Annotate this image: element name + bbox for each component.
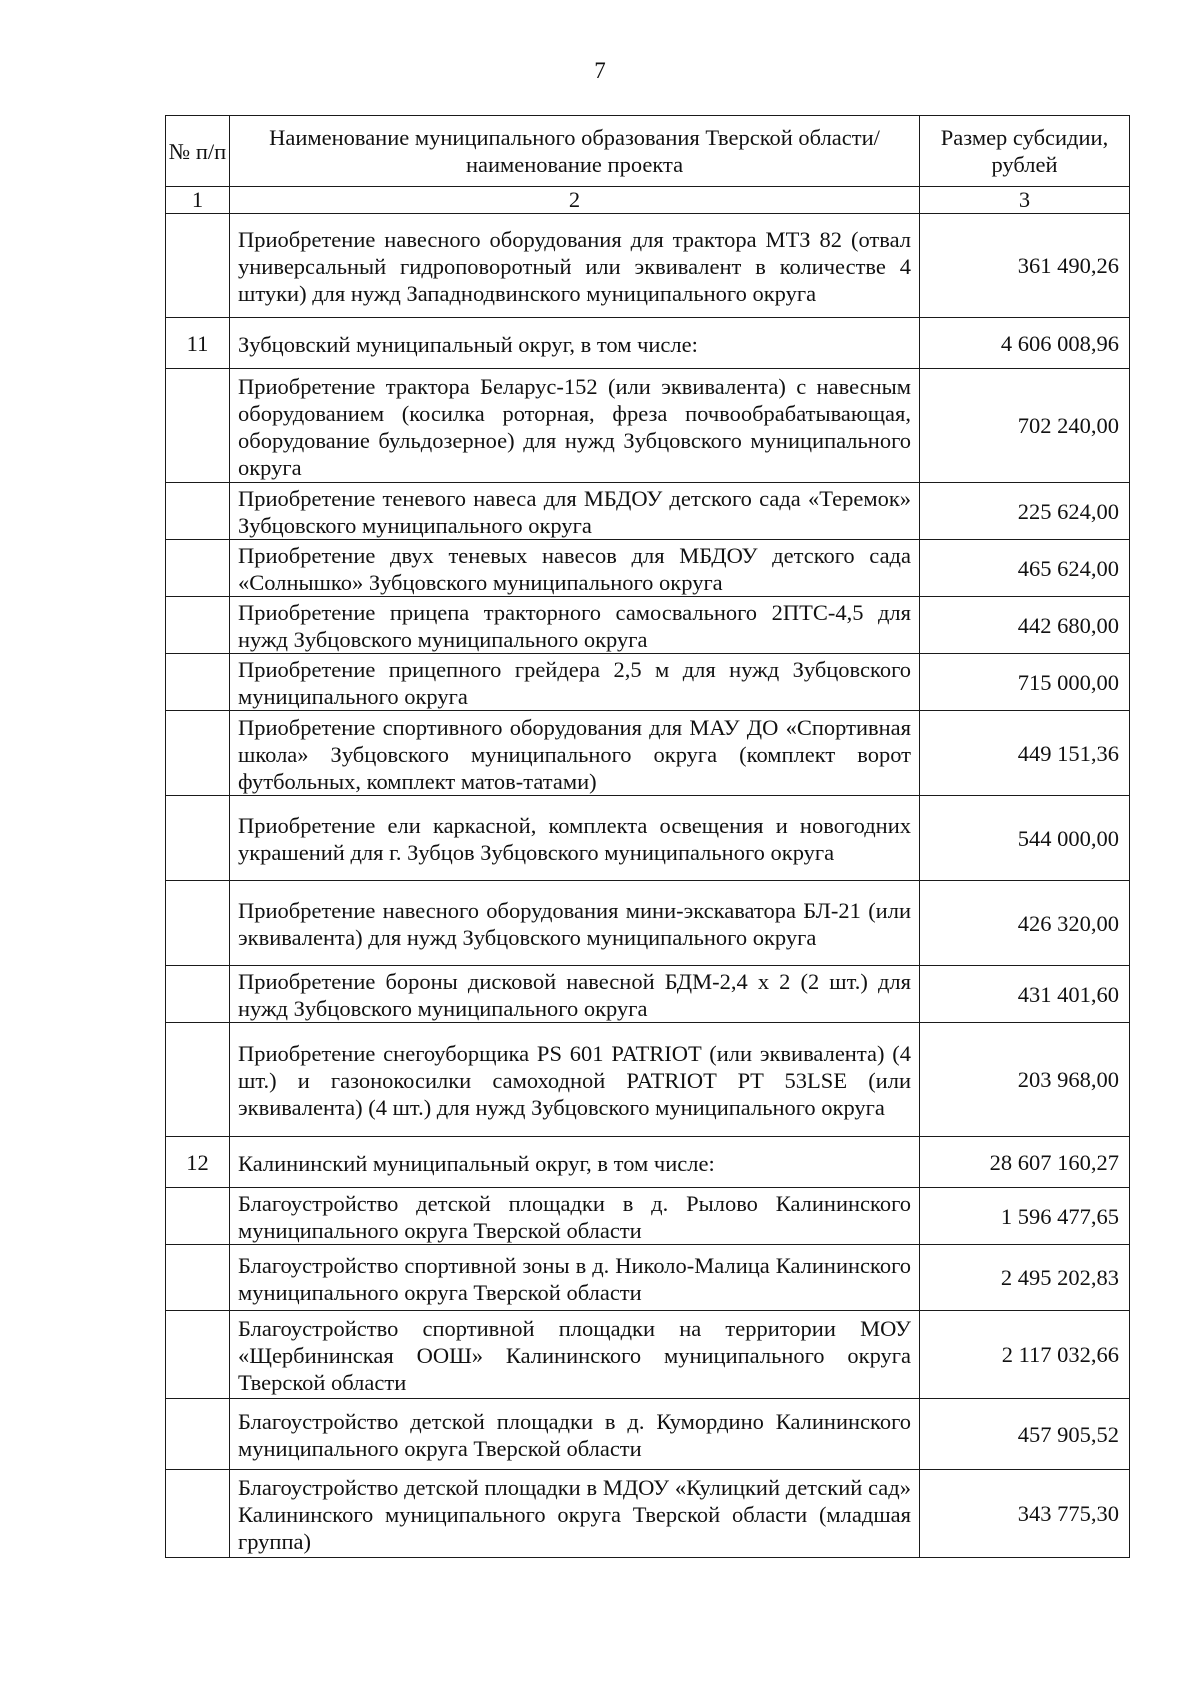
header-num: № п/п xyxy=(166,116,230,187)
row-sum: 715 000,00 xyxy=(920,654,1130,711)
row-num xyxy=(166,1311,230,1399)
row-num xyxy=(166,654,230,711)
page-number: 7 xyxy=(594,58,606,83)
table-header-row xyxy=(166,116,1130,187)
row-sum: 343 775,30 xyxy=(920,1470,1130,1558)
row-num xyxy=(166,540,230,597)
row-num xyxy=(166,1245,230,1311)
subsidy-table xyxy=(165,115,1130,1558)
column-numbers-row xyxy=(166,187,1130,214)
row-num xyxy=(166,881,230,966)
row-name: Благоустройство детской площадки в МДОУ «Кулицкий детский сад» Калининского муниципального округа Тверской области (младшая группа) xyxy=(230,1470,920,1558)
row-sum: 544 000,00 xyxy=(920,796,1130,881)
table-row xyxy=(166,1188,1130,1245)
table-row xyxy=(166,1399,1130,1470)
row-name: Приобретение ели каркасной, комплекта освещения и новогодних украшений для г. Зубцов Зубцовского муниципального округа xyxy=(230,796,920,881)
row-name: Приобретение теневого навеса для МБДОУ детского сада «Теремок» Зубцовского муниципального округа xyxy=(230,483,920,540)
row-num xyxy=(166,1470,230,1558)
header-sum: Размер субсидии, рублей xyxy=(920,116,1130,187)
row-sum: 2 117 032,66 xyxy=(920,1311,1130,1399)
row-name: Приобретение бороны дисковой навесной БДМ-2,4 х 2 (2 шт.) для нужд Зубцовского муниципального округа xyxy=(230,966,920,1023)
row-sum: 28 607 160,27 xyxy=(920,1137,1130,1188)
row-num xyxy=(166,1188,230,1245)
table-row xyxy=(166,540,1130,597)
row-num xyxy=(166,483,230,540)
table-row xyxy=(166,654,1130,711)
row-sum: 457 905,52 xyxy=(920,1399,1130,1470)
table-row xyxy=(166,597,1130,654)
row-num: 12 xyxy=(166,1137,230,1188)
row-name: Калининский муниципальный округ, в том числе: xyxy=(230,1137,920,1188)
row-num xyxy=(166,966,230,1023)
row-name: Приобретение прицепа тракторного самосвального 2ПТС-4,5 для нужд Зубцовского муниципального округа xyxy=(230,597,920,654)
row-name: Благоустройство детской площадки в д. Рылово Калининского муниципального округа Тверской области xyxy=(230,1188,920,1245)
row-name: Благоустройство детской площадки в д. Кумордино Калининского муниципального округа Тверской области xyxy=(230,1399,920,1470)
row-sum: 4 606 008,96 xyxy=(920,318,1130,369)
row-name: Благоустройство спортивной площадки на территории МОУ «Щербининская ООШ» Калининского муниципального округа Тверской области xyxy=(230,1311,920,1399)
row-num xyxy=(166,1399,230,1470)
row-name: Приобретение спортивного оборудования для МАУ ДО «Спортивная школа» Зубцовского муниципального округа (комплект ворот футбольных, комплект матов-татами) xyxy=(230,711,920,796)
row-num xyxy=(166,1023,230,1137)
table-row xyxy=(166,318,1130,369)
row-name: Зубцовский муниципальный округ, в том числе: xyxy=(230,318,920,369)
table-row xyxy=(166,1137,1130,1188)
row-name: Приобретение прицепного грейдера 2,5 м для нужд Зубцовского муниципального округа xyxy=(230,654,920,711)
row-num xyxy=(166,214,230,318)
table-row xyxy=(166,1470,1130,1558)
row-sum: 465 624,00 xyxy=(920,540,1130,597)
header-name: Наименование муниципального образования Тверской области/наименование проекта xyxy=(230,116,920,187)
row-num xyxy=(166,796,230,881)
column-number: 1 xyxy=(166,187,230,214)
table-row xyxy=(166,369,1130,483)
table-row xyxy=(166,881,1130,966)
column-number: 3 xyxy=(920,187,1130,214)
row-name: Приобретение двух теневых навесов для МБДОУ детского сада «Солнышко» Зубцовского муниципального округа xyxy=(230,540,920,597)
row-num: 11 xyxy=(166,318,230,369)
row-sum: 2 495 202,83 xyxy=(920,1245,1130,1311)
table-row xyxy=(166,966,1130,1023)
row-name: Благоустройство спортивной зоны в д. Николо-Малица Калининского муниципального округа Тверской области xyxy=(230,1245,920,1311)
row-name: Приобретение навесного оборудования мини-экскаватора БЛ-21 (или эквивалента) для нужд Зубцовского муниципального округа xyxy=(230,881,920,966)
table-row xyxy=(166,711,1130,796)
row-sum: 426 320,00 xyxy=(920,881,1130,966)
table-row xyxy=(166,796,1130,881)
row-sum: 431 401,60 xyxy=(920,966,1130,1023)
table-row xyxy=(166,1311,1130,1399)
row-name: Приобретение навесного оборудования для трактора МТЗ 82 (отвал универсальный гидроповоротный или эквивалент в количестве 4 штуки) для нужд Западнодвинского муниципального округа xyxy=(230,214,920,318)
row-num xyxy=(166,369,230,483)
table-row xyxy=(166,1023,1130,1137)
table-row xyxy=(166,1245,1130,1311)
table-row xyxy=(166,483,1130,540)
row-num xyxy=(166,597,230,654)
row-name: Приобретение трактора Беларус-152 (или эквивалента) с навесным оборудованием (косилка роторная, фреза почвообрабатывающая, оборудование бульдозерное) для нужд Зубцовского муниципального округа xyxy=(230,369,920,483)
row-sum: 702 240,00 xyxy=(920,369,1130,483)
table-row xyxy=(166,214,1130,318)
row-num xyxy=(166,711,230,796)
row-sum: 449 151,36 xyxy=(920,711,1130,796)
row-sum: 203 968,00 xyxy=(920,1023,1130,1137)
row-sum: 1 596 477,65 xyxy=(920,1188,1130,1245)
row-name: Приобретение снегоуборщика PS 601 PATRIOT (или эквивалента) (4 шт.) и газонокосилки самоходной PATRIOT PT 53LSE (или эквивалента) (4 шт.) для нужд Зубцовского муниципального округа xyxy=(230,1023,920,1137)
row-sum: 361 490,26 xyxy=(920,214,1130,318)
row-sum: 225 624,00 xyxy=(920,483,1130,540)
column-number: 2 xyxy=(230,187,920,214)
row-sum: 442 680,00 xyxy=(920,597,1130,654)
